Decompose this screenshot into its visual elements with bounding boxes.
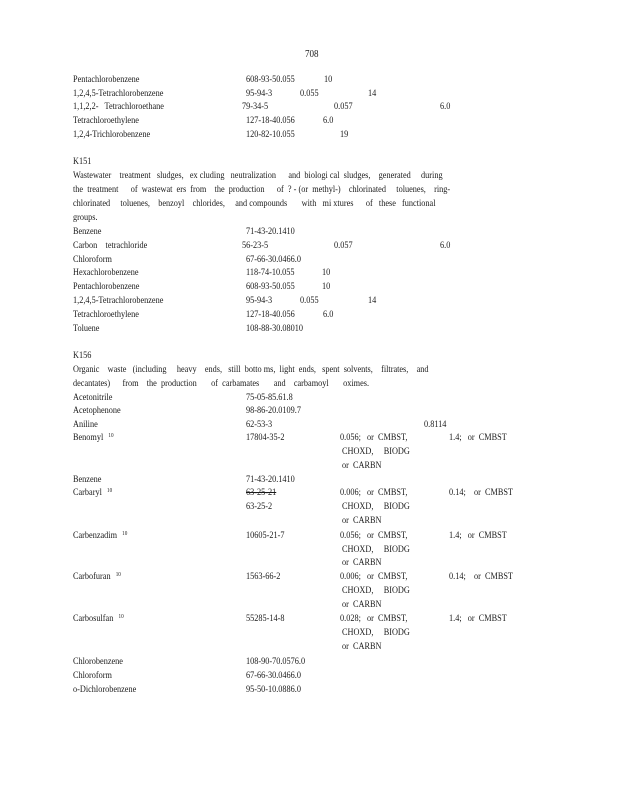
row-cas: 55285-14-8 <box>246 613 285 624</box>
row-name: Tetrachloroethylene <box>73 309 139 320</box>
ww-standard: 0.056; or CMBST, <box>340 432 408 443</box>
row-value: 0.055 <box>300 88 319 99</box>
waste-code-k151: K151 <box>73 156 92 167</box>
footnote-marker: 10 <box>108 433 114 439</box>
row-name: Benzene <box>73 474 102 485</box>
row-cas: 17804-35-2 <box>246 432 285 443</box>
footnote-marker: 10 <box>118 614 124 620</box>
row-name: Toluene <box>73 323 100 334</box>
footnote-marker: 10 <box>107 488 113 494</box>
row-value: 14 <box>368 88 377 99</box>
ww-standard: or CARBN <box>342 599 382 610</box>
row-cas: 67-66-30.0466.0 <box>246 670 301 681</box>
ww-standard: 0.056; or CMBST, <box>340 530 408 541</box>
row-value: 10 <box>322 281 331 292</box>
row-name: Aniline <box>73 419 98 430</box>
row-name: o-Dichlorobenzene <box>73 684 137 695</box>
row-name: Tetrachloroethylene <box>73 115 139 126</box>
row-name: 1,2,4,5-Tetrachlorobenzene <box>73 295 164 306</box>
row-cas: 608-93-50.055 <box>246 74 295 85</box>
ww-standard: CHOXD, BIODG <box>342 585 410 596</box>
row-cas: 1563-66-2 <box>246 571 281 582</box>
row-name: Acetonitrile <box>73 392 113 403</box>
nww-standard: 1.4; or CMBST <box>449 530 507 541</box>
row-name: Acetophenone <box>73 405 121 416</box>
ww-standard: CHOXD, BIODG <box>342 627 410 638</box>
row-name: 1,2,4,5-Tetrachlorobenzene <box>73 88 164 99</box>
row-name: Carbon tetrachloride <box>73 240 148 251</box>
nww-standard: 0.14; or CMBST <box>449 571 513 582</box>
row-cas: 56-23-5 <box>242 240 269 251</box>
nww-standard: 1.4; or CMBST <box>449 613 507 624</box>
row-cas: 95-50-10.0886.0 <box>246 684 301 695</box>
row-value: 19 <box>340 129 349 140</box>
row-cas: 108-88-30.08010 <box>246 323 304 334</box>
row-value: 14 <box>368 295 377 306</box>
row-cas: 79-34-5 <box>242 101 269 112</box>
k151-description-line: groups. <box>73 212 98 223</box>
ww-standard: CHOXD, BIODG <box>342 544 410 555</box>
row-value: 6.0 <box>323 309 334 320</box>
nww-standard: 0.14; or CMBST <box>449 487 513 498</box>
k151-description-line: the treatment of wastewat ers from the production of ? - (or methyl-) chlorinated toluenes, ring- <box>73 184 451 195</box>
row-value: 10 <box>322 267 331 278</box>
chemical-name: Carbenzadim <box>73 530 117 541</box>
row-name: 1,1,2,2- Tetrachloroethane <box>73 101 164 112</box>
ww-standard: 0.006; or CMBST, <box>340 571 408 582</box>
row-value: 6.0 <box>440 240 451 251</box>
row-cas: 71-43-20.1410 <box>246 474 295 485</box>
chemical-name: Carbaryl <box>73 487 102 498</box>
row-cas: 120-82-10.055 <box>246 129 295 140</box>
row-name <box>73 432 114 445</box>
row-name: Hexachlorobenzene <box>73 267 139 278</box>
footnote-marker: 10 <box>115 572 121 578</box>
row-value: 0.055 <box>300 295 319 306</box>
row-value: 6.0 <box>323 115 334 126</box>
chemical-name: Carbosulfan <box>73 613 114 624</box>
ww-standard: 0.006; or CMBST, <box>340 487 408 498</box>
k156-description-line: decantates) from the production of carbamates and carbamoyl oximes. <box>73 378 370 389</box>
row-cas: 98-86-20.0109.7 <box>246 405 301 416</box>
row-name <box>73 571 121 584</box>
row-cas: 62-53-3 <box>246 419 273 430</box>
row-cas-struck: 63-25-21 <box>246 487 277 498</box>
waste-code-k156: K156 <box>73 350 92 361</box>
ww-standard: or CARBN <box>342 557 382 568</box>
row-cas: 95-94-3 <box>246 295 273 306</box>
footnote-marker: 10 <box>122 531 128 537</box>
row-name: Chlorobenzene <box>73 656 123 667</box>
ww-standard: or CARBN <box>342 515 382 526</box>
row-cas: 108-90-70.0576.0 <box>246 656 306 667</box>
row-name: Chloroform <box>73 254 112 265</box>
row-cas: 127-18-40.056 <box>246 115 295 126</box>
ww-standard: or CARBN <box>342 641 382 652</box>
row-cas: 75-05-85.61.8 <box>246 392 293 403</box>
row-name: Chloroform <box>73 670 112 681</box>
row-cas: 127-18-40.056 <box>246 309 295 320</box>
nww-standard: 1.4; or CMBST <box>449 432 507 443</box>
row-value: 6.0 <box>440 101 451 112</box>
row-name <box>73 487 112 500</box>
row-name: Pentachlorobenzene <box>73 281 140 292</box>
row-cas: 95-94-3 <box>246 88 273 99</box>
row-cas: 71-43-20.1410 <box>246 226 295 237</box>
row-cas: 67-66-30.0466.0 <box>246 254 301 265</box>
chemical-name: Carbofuran <box>73 571 111 582</box>
k151-description-line: chlorinated toluenes, benzoyl chlorides, and compounds with mi xtures of these functional <box>73 198 436 209</box>
row-name: 1,2,4-Trichlorobenzene <box>73 129 151 140</box>
chemical-name: Benomyl <box>73 432 104 443</box>
row-name <box>73 613 124 626</box>
ww-standard: CHOXD, BIODG <box>342 446 410 457</box>
ww-standard: CHOXD, BIODG <box>342 501 410 512</box>
row-cas: 63-25-2 <box>246 501 273 512</box>
row-cas: 118-74-10.055 <box>246 267 295 278</box>
row-value: 10 <box>324 74 333 85</box>
row-cas: 10605-21-7 <box>246 530 285 541</box>
row-value: 0.8114 <box>424 419 447 430</box>
row-name: Pentachlorobenzene <box>73 74 140 85</box>
k156-description-line: Organic waste (including heavy ends, still botto ms, light ends, spent solvents, filtrates, and <box>73 364 429 375</box>
ww-standard: or CARBN <box>342 460 382 471</box>
page-number: 708 <box>305 49 319 60</box>
row-value: 0.057 <box>334 101 353 112</box>
row-name: Benzene <box>73 226 102 237</box>
ww-standard: 0.028; or CMBST, <box>340 613 408 624</box>
row-value: 0.057 <box>334 240 353 251</box>
k151-description-line: Wastewater treatment sludges, ex cluding neutralization and biologi cal sludges, generated during <box>73 170 443 181</box>
row-name <box>73 530 127 543</box>
row-cas: 608-93-50.055 <box>246 281 295 292</box>
